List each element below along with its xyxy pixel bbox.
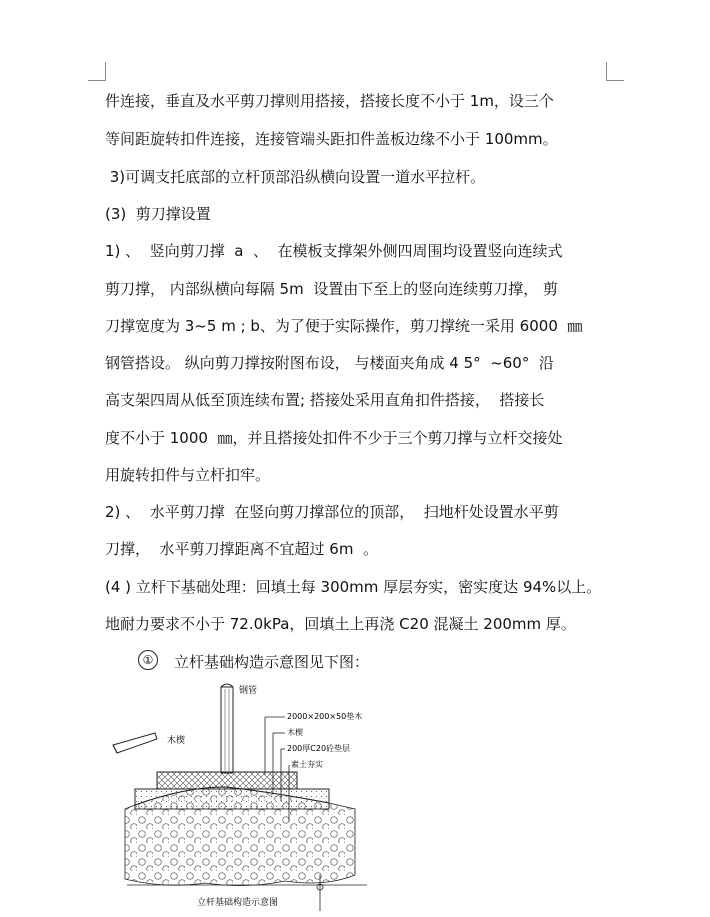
steel-pipe bbox=[221, 684, 233, 773]
text-line: 地耐力要求不小于 72.0kPa，回填土上再浇 C20 混凝土 200mm 厚。 bbox=[105, 615, 576, 633]
foundation-diagram bbox=[105, 675, 405, 915]
text-line: 刀撑， 水平剪刀撑距离不宜超过 6m 。 bbox=[105, 540, 378, 558]
caption-number: ① bbox=[138, 650, 158, 670]
text-line: 1) 、 竖向剪刀撑 a 、 在模板支撑架外侧四周围均设置竖向连续式 bbox=[105, 242, 563, 260]
text-line: 用旋转扣件与立杆扣牢。 bbox=[105, 466, 271, 484]
wood-pad bbox=[157, 772, 297, 789]
crop-mark-top-right-h bbox=[606, 80, 624, 81]
crop-mark-top-left-v bbox=[105, 62, 106, 80]
text-line: 剪刀撑， 内部纵横向每隔 5m 设置由下至上的竖向连续剪刀撑， 剪 bbox=[105, 280, 558, 298]
figure-title: 立杆基础构造示意图 bbox=[197, 898, 279, 908]
text-line: 3)可调支托底部的立杆顶部沿纵横向设置一道水平拉杆。 bbox=[105, 168, 486, 186]
callout-label: 200厚C20砼垫层 bbox=[287, 744, 351, 753]
callout-label: 2000×200×50垫木 bbox=[287, 712, 363, 721]
pipe-label: 钢管 bbox=[239, 686, 258, 696]
text-line: 刀撑宽度为 3~5 m ; b、为了便于实际操作，剪刀撑统一采用 6000 ㎜ bbox=[105, 317, 583, 335]
wedge-icon bbox=[113, 733, 157, 753]
text-line: 等间距旋转扣件连接，连接管端头距扣件盖板边缘不小于 100mm。 bbox=[105, 130, 558, 148]
callout-label: 素土夯实 bbox=[291, 760, 323, 769]
figure-caption: 立杆基础构造示意图见下图： bbox=[174, 653, 370, 671]
callout-label: 木楔 bbox=[287, 728, 303, 737]
text-line: 2) 、 水平剪刀撑 在竖向剪刀撑部位的顶部， 扫地杆处设置水平剪 bbox=[105, 503, 559, 521]
text-line: (4 ) 立杆下基础处理：回填土每 300mm 厚层夯实，密实度达 94%以上。 bbox=[105, 578, 602, 596]
section-heading: (3) 剪刀撑设置 bbox=[105, 205, 211, 223]
text-line: 钢管搭设。 纵向剪刀撑按附图布设， 与楼面夹角成 4 5° ~60° 沿 bbox=[105, 354, 554, 372]
text-line: 度不小于 1000 ㎜，并且搭接处扣件不少于三个剪刀撑与立杆交接处 bbox=[105, 429, 563, 447]
text-line: 件连接，垂直及水平剪刀撑则用搭接，搭接长度不小于 1m，设三个 bbox=[105, 92, 554, 110]
crop-mark-top-right-v bbox=[606, 62, 607, 80]
text-line: 高支架四周从低至顶连续布置; 搭接处采用直角扣件搭接， 搭接长 bbox=[105, 391, 545, 409]
wedge-label: 木楔 bbox=[167, 736, 186, 746]
crop-mark-top-left-h bbox=[88, 80, 106, 81]
